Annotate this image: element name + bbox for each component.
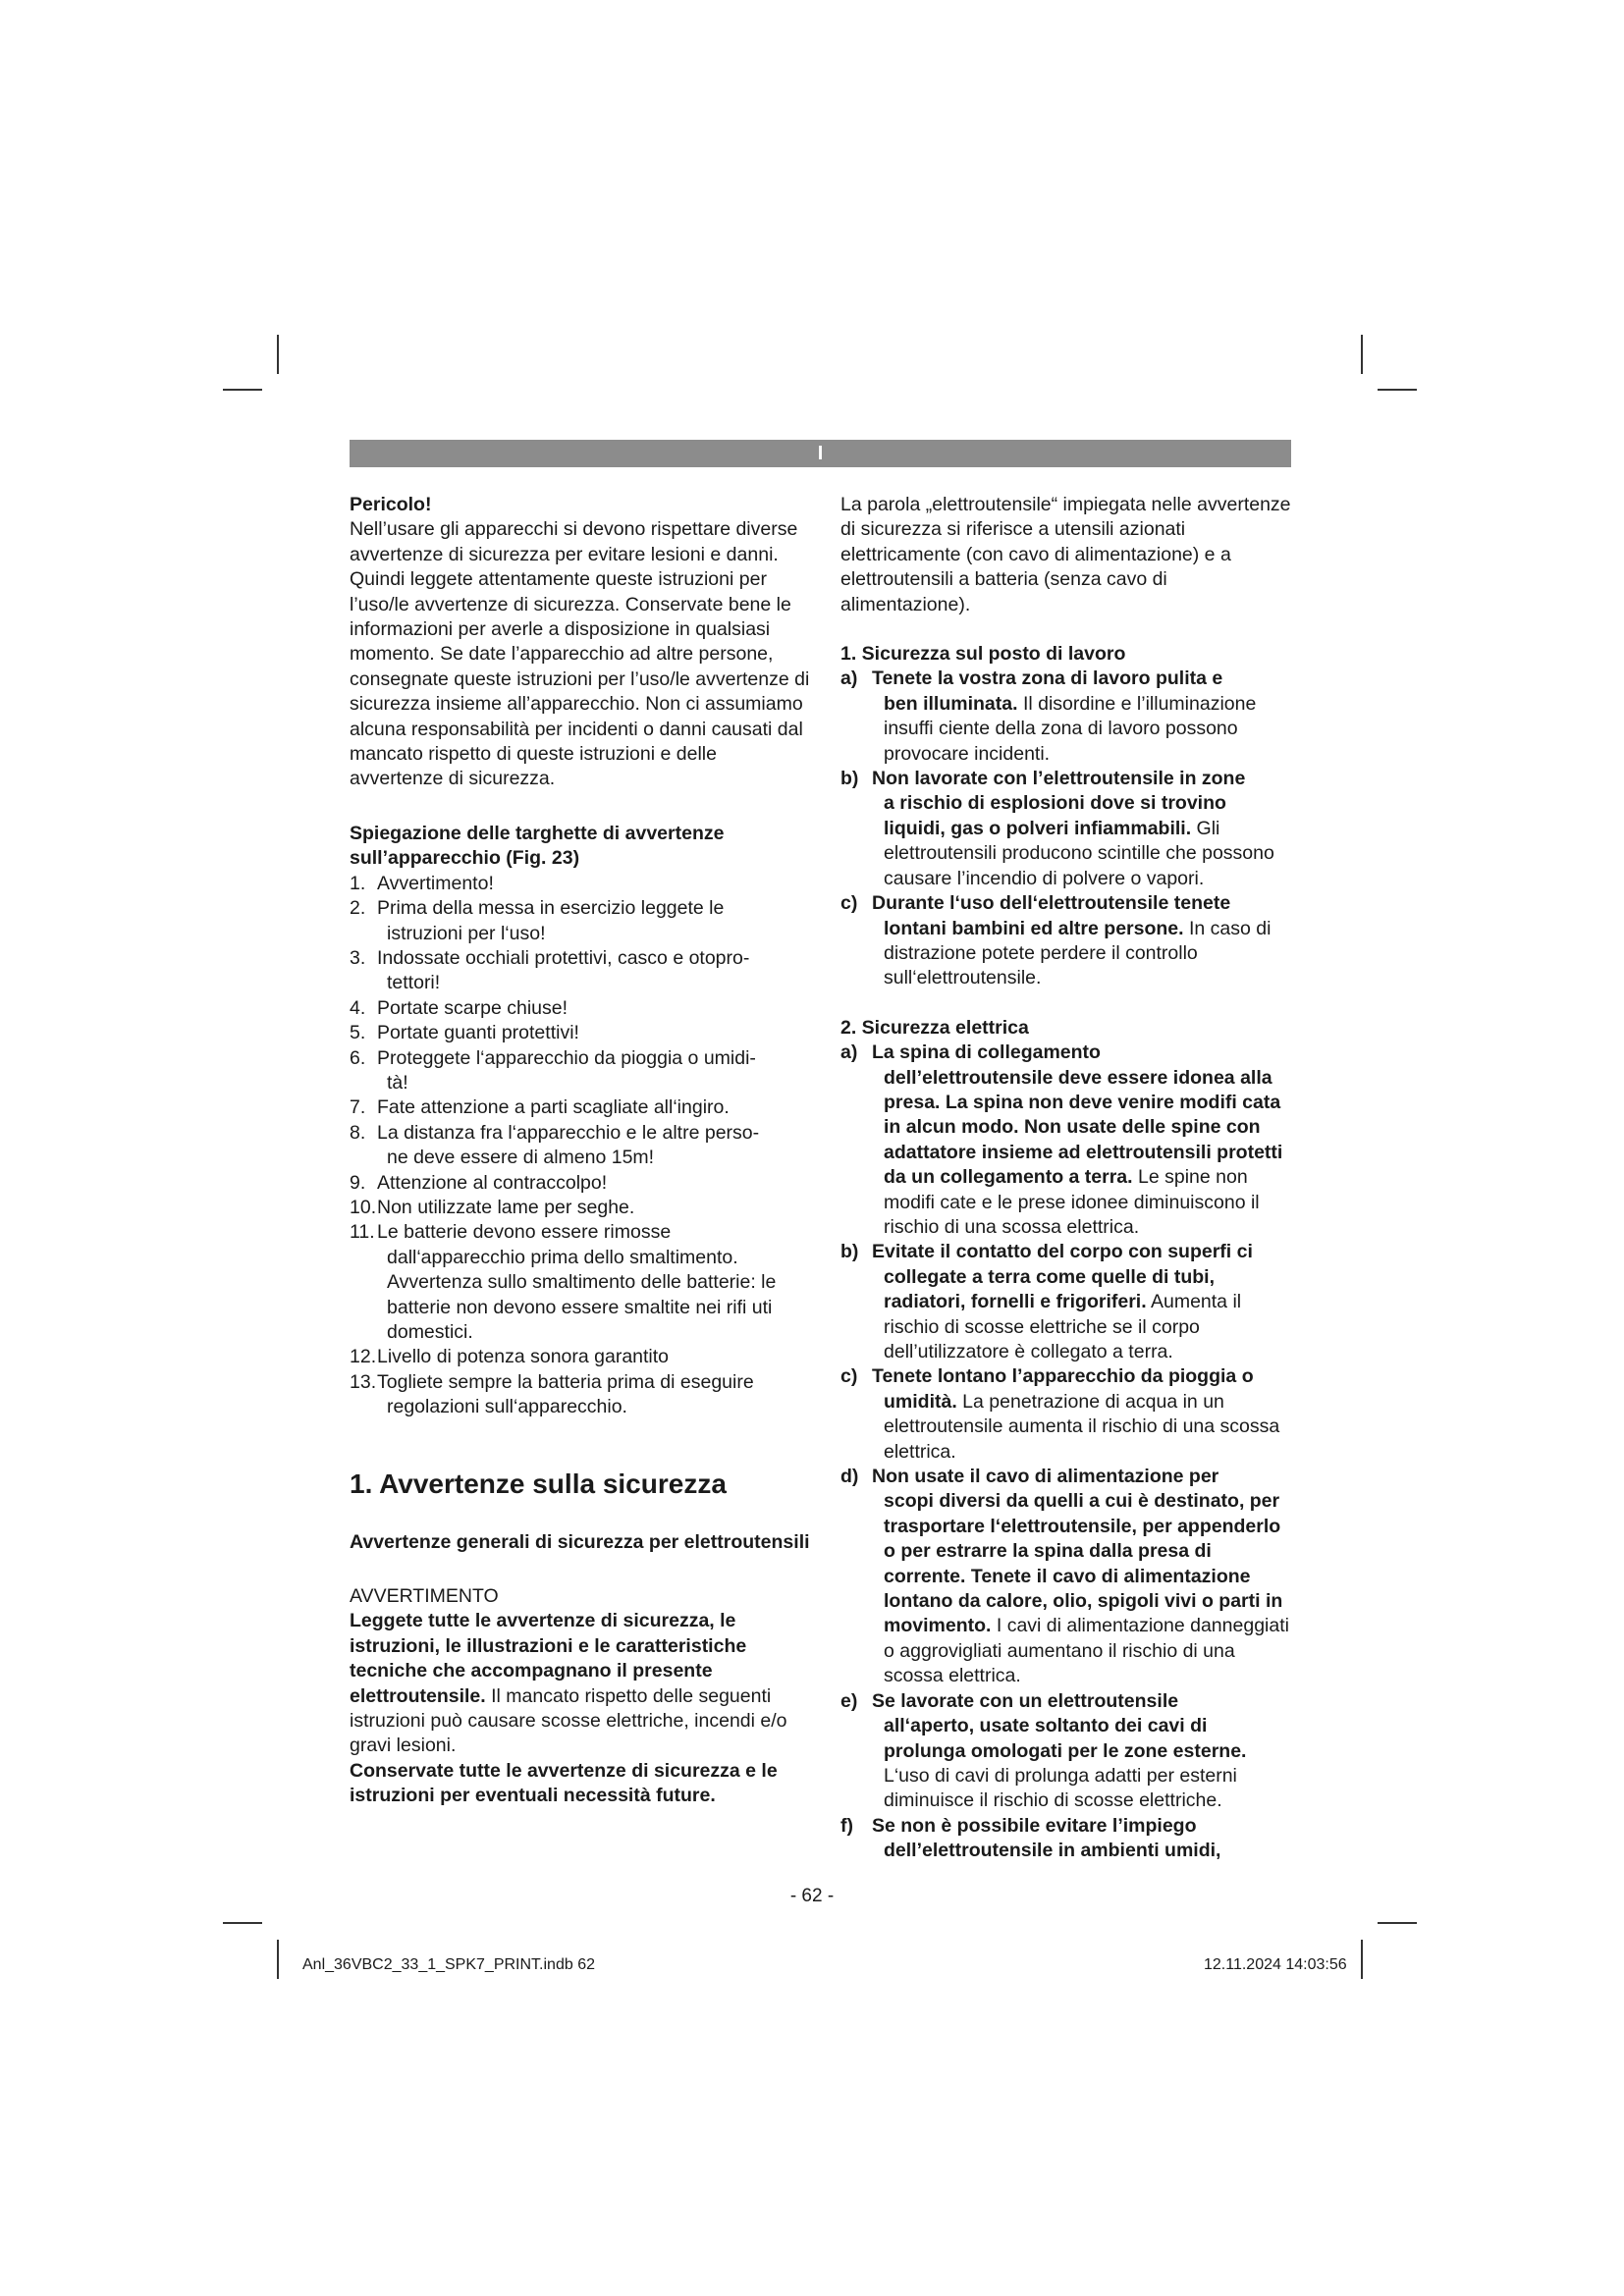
list-item bbox=[840, 767, 1292, 891]
list-item-heading: Tenete la vostra zona di lavoro pulita e bbox=[872, 667, 1223, 690]
list-item-text: I cavi di alimentazione danneggiati o aggrovigliati aumentano il rischio di una scossa elettrica. bbox=[884, 1615, 1289, 1687]
list-item-letter: b) bbox=[840, 1241, 859, 1263]
list-item-bold-text: all‘aperto, usate soltanto dei cavi di prolunga omologati per le zone esterne. bbox=[884, 1715, 1247, 1762]
list-item bbox=[350, 1171, 811, 1196]
list-item-text: La penetrazione di acqua in un elettroutensile aumenta il rischio di una scossa elettrica. bbox=[884, 1390, 1280, 1463]
list-item-text: Fate attenzione a parti scagliate all‘ingiro. bbox=[377, 1096, 730, 1119]
list-item-text: Le batterie devono essere rimosse bbox=[377, 1221, 672, 1244]
list-item bbox=[840, 1240, 1292, 1364]
intro-text: La parola „elettroutensile“ impiegata nelle avvertenze di sicurezza si riferisce a utensili azionati elettricamente (con cavo di alimentazione) e a elettroutensili a batteria (senza cavo di alimentazione). bbox=[840, 494, 1291, 615]
list-item-text: Aumenta il rischio di scosse elettriche se il corpo dell’utilizzatore è collegato a terra. bbox=[884, 1291, 1242, 1362]
list-item bbox=[350, 1220, 811, 1345]
list-item-letter: a) bbox=[840, 1041, 858, 1064]
list-item-heading: Durante l‘uso dell‘elettroutensile tenete bbox=[872, 892, 1231, 915]
list-item-number: 11. bbox=[350, 1221, 375, 1244]
list-item bbox=[350, 872, 811, 896]
list-item-letter: d) bbox=[840, 1466, 859, 1488]
list-item-text: Non utilizzate lame per seghe. bbox=[377, 1196, 635, 1218]
language-label: I bbox=[817, 443, 824, 464]
list-item-number: 6. bbox=[350, 1046, 366, 1069]
list-item-text: Livello di potenza sonora garantito bbox=[377, 1346, 670, 1368]
workplace-safety-title: 1. Sicurezza sul posto di lavoro bbox=[840, 643, 1126, 666]
warning-text: Il mancato rispetto delle seguenti istruzioni può causare scosse elettriche, incendi e/o gravi lesioni. bbox=[350, 1684, 787, 1757]
crop-mark bbox=[1361, 335, 1363, 374]
list-item-bold-text: lontani bambini ed altre persone. bbox=[884, 917, 1184, 939]
list-item-text: Proteggete l‘apparecchio da pioggia o umidi- bbox=[377, 1046, 756, 1069]
list-item bbox=[350, 1021, 811, 1045]
list-item bbox=[350, 896, 811, 946]
list-item-number: 2. bbox=[350, 897, 366, 920]
list-item-text: Il disordine e l’illuminazione insuffi ciente della zona di lavoro possono provocare incidenti. bbox=[884, 692, 1257, 765]
list-item bbox=[840, 1689, 1292, 1814]
list-item bbox=[350, 996, 811, 1021]
list-item-continuation: istruzioni per l‘uso! bbox=[387, 922, 546, 944]
list-item-number: 7. bbox=[350, 1096, 366, 1119]
electrical-safety-list bbox=[840, 1041, 1292, 1863]
list-item-number: 4. bbox=[350, 996, 366, 1019]
crop-mark bbox=[223, 1922, 262, 1924]
list-item-text: Gli elettroutensili producono scintille che possono causare l’incendio di polvere o vapori. bbox=[884, 817, 1274, 889]
danger-text: Nell’usare gli apparecchi si devono rispettare diverse avvertenze di sicurezza per evitare lesioni e danni. Quindi leggete attentamente queste istruzioni per l’uso/le avvertenze di sicurezza. Conservate bene le informazioni per averle a disposizione in qualsiasi momento. Se date l’apparecchio ad altre persone, consegnate queste istruzioni per l’uso/le avvertenze di sicurezza insieme all’apparecchio. Non ci assumiamo alcuna responsabilità per incidenti o danni causati dal mancato rispetto di queste istruzioni e delle avvertenze di sicurezza. bbox=[350, 518, 810, 790]
list-item-number: 1. bbox=[350, 872, 366, 894]
list-item-text: Avvertimento! bbox=[377, 872, 494, 894]
labels-title: Spiegazione delle targhette di avvertenze sull’apparecchio (Fig. 23) bbox=[350, 822, 725, 870]
list-item-heading: Tenete lontano l’apparecchio da pioggia o bbox=[872, 1365, 1254, 1388]
section-title: 1. Avvertenze sulla sicurezza bbox=[350, 1468, 727, 1499]
list-item bbox=[350, 1046, 811, 1096]
list-item bbox=[350, 1345, 811, 1369]
list-item-continuation: ne deve essere di almeno 15m! bbox=[387, 1147, 655, 1169]
keep-instructions-text: Conservate tutte le avvertenze di sicurezza e le istruzioni per eventuali necessità future. bbox=[350, 1759, 778, 1807]
list-item-continuation: regolazioni sull‘apparecchio. bbox=[387, 1396, 627, 1418]
file-name: Anl_36VBC2_33_1_SPK7_PRINT.indb 62 bbox=[302, 1956, 595, 1973]
list-item-letter: c) bbox=[840, 1365, 858, 1388]
list-item-heading: Se non è possibile evitare l’impiego bbox=[872, 1814, 1197, 1837]
list-item-text: Prima della messa in esercizio leggete le bbox=[377, 897, 725, 920]
list-item bbox=[350, 1095, 811, 1120]
list-item-bold-text: collegate a terra come quelle di tubi, radiatori, fornelli e frigoriferi. bbox=[884, 1265, 1216, 1313]
warning-bold-text: Leggete tutte le avvertenze di sicurezza, le istruzioni, le illustrazioni e le caratteristiche tecniche che accompagnano il presente elettroutensile. bbox=[350, 1610, 747, 1707]
crop-mark bbox=[1378, 389, 1417, 391]
list-item-letter: f) bbox=[840, 1814, 853, 1837]
list-item-letter: e) bbox=[840, 1689, 858, 1712]
list-item-number: 8. bbox=[350, 1121, 366, 1144]
list-item bbox=[350, 946, 811, 996]
list-item-continuation: tà! bbox=[387, 1071, 408, 1094]
list-item-number: 12. bbox=[350, 1346, 377, 1368]
list-item-text: La distanza fra l‘apparecchio e le altre perso- bbox=[377, 1121, 760, 1144]
print-date: 12.11.2024 14:03:56 bbox=[1204, 1956, 1347, 1973]
list-item-bold-text: a rischio di esplosioni dove si trovino liquidi, gas o polveri infiammabili. bbox=[884, 792, 1226, 839]
list-item-letter: c) bbox=[840, 892, 858, 915]
list-item-number: 10. bbox=[350, 1196, 377, 1218]
crop-mark bbox=[277, 1940, 279, 1979]
list-item-text: Portate guanti protettivi! bbox=[377, 1022, 579, 1044]
list-item bbox=[840, 1041, 1292, 1240]
electrical-safety-title: 2. Sicurezza elettrica bbox=[840, 1016, 1029, 1039]
list-item-text: Indossate occhiali protettivi, casco e otopro- bbox=[377, 946, 750, 969]
list-item-heading: Se lavorate con un elettroutensile bbox=[872, 1689, 1179, 1712]
list-item bbox=[350, 1121, 811, 1171]
list-item-text: Portate scarpe chiuse! bbox=[377, 996, 568, 1019]
crop-mark bbox=[1361, 1940, 1363, 1979]
language-header-bar bbox=[350, 440, 1291, 467]
list-item-number: 13. bbox=[350, 1370, 377, 1393]
list-item bbox=[840, 891, 1292, 991]
left-column bbox=[350, 493, 811, 1809]
list-item-number: 9. bbox=[350, 1171, 366, 1194]
list-item-heading: La spina di collegamento bbox=[872, 1041, 1101, 1064]
danger-title: Pericolo! bbox=[350, 494, 432, 515]
list-item bbox=[840, 1465, 1292, 1689]
list-item-heading: Non lavorate con l’elettroutensile in zone bbox=[872, 768, 1246, 790]
crop-mark bbox=[1378, 1922, 1417, 1924]
crop-mark bbox=[277, 335, 279, 374]
list-item-continuation: dall‘apparecchio prima dello smaltimento. Avvertenza sullo smaltimento delle batterie: le batterie non devono essere smaltite nei rifi uti domestici. bbox=[387, 1246, 777, 1343]
list-item-bold-text: scopi diversi da quelli a cui è destinato, per trasportare l‘elettroutensile, per appenderlo o per estrarre la spina dalla presa di corrente. Tenete il cavo di alimentazione lontano da calore, olio, spigoli vivi o parti in movimento. bbox=[884, 1490, 1283, 1637]
list-item-bold-text: ben illuminata. bbox=[884, 692, 1018, 715]
list-item-text: Le spine non modifi cate e le prese idonee diminuiscono il rischio di una scossa elettrica. bbox=[884, 1166, 1260, 1238]
list-item-text: Togliete sempre la batteria prima di eseguire bbox=[377, 1370, 754, 1393]
list-item bbox=[350, 1196, 811, 1220]
crop-mark bbox=[223, 389, 262, 391]
list-item-bold-text: umidità. bbox=[884, 1390, 957, 1413]
list-item-text: L‘uso di cavi di prolunga adatti per esterni diminuisce il rischio di scosse elettriche. bbox=[884, 1764, 1237, 1812]
list-item-continuation: tettori! bbox=[387, 972, 441, 994]
workplace-safety-list bbox=[840, 667, 1292, 990]
list-item-bold-text: dell’elettroutensile deve essere idonea alla presa. La spina non deve venire modifi cata in alcun modo. Non usate delle spine con adattatore insieme ad elettroutensili protetti da un collegamento a terra. bbox=[884, 1066, 1283, 1189]
list-item-number: 3. bbox=[350, 946, 366, 969]
list-item-bold-text: dell’elettroutensile in ambienti umidi, bbox=[884, 1840, 1221, 1862]
warning-labels-list bbox=[350, 872, 811, 1420]
list-item bbox=[840, 1364, 1292, 1465]
list-item-heading: Evitate il contatto del corpo con superfi ci bbox=[872, 1241, 1253, 1263]
list-item bbox=[840, 667, 1292, 767]
list-item-letter: b) bbox=[840, 768, 859, 790]
list-item-letter: a) bbox=[840, 667, 858, 690]
list-item bbox=[840, 1814, 1292, 1864]
list-item-text: In caso di distrazione potete perdere il controllo sull‘elettroutensile. bbox=[884, 917, 1272, 989]
right-column bbox=[840, 493, 1292, 1864]
general-warnings-title: Avvertenze generali di sicurezza per elettroutensili bbox=[350, 1530, 810, 1553]
list-item-number: 5. bbox=[350, 1022, 366, 1044]
list-item-heading: Non usate il cavo di alimentazione per bbox=[872, 1466, 1219, 1488]
page-number: - 62 - bbox=[789, 1886, 835, 1906]
warning-label: AVVERTIMENTO bbox=[350, 1585, 499, 1608]
list-item-text: Attenzione al contraccolpo! bbox=[377, 1171, 608, 1194]
list-item bbox=[350, 1370, 811, 1420]
